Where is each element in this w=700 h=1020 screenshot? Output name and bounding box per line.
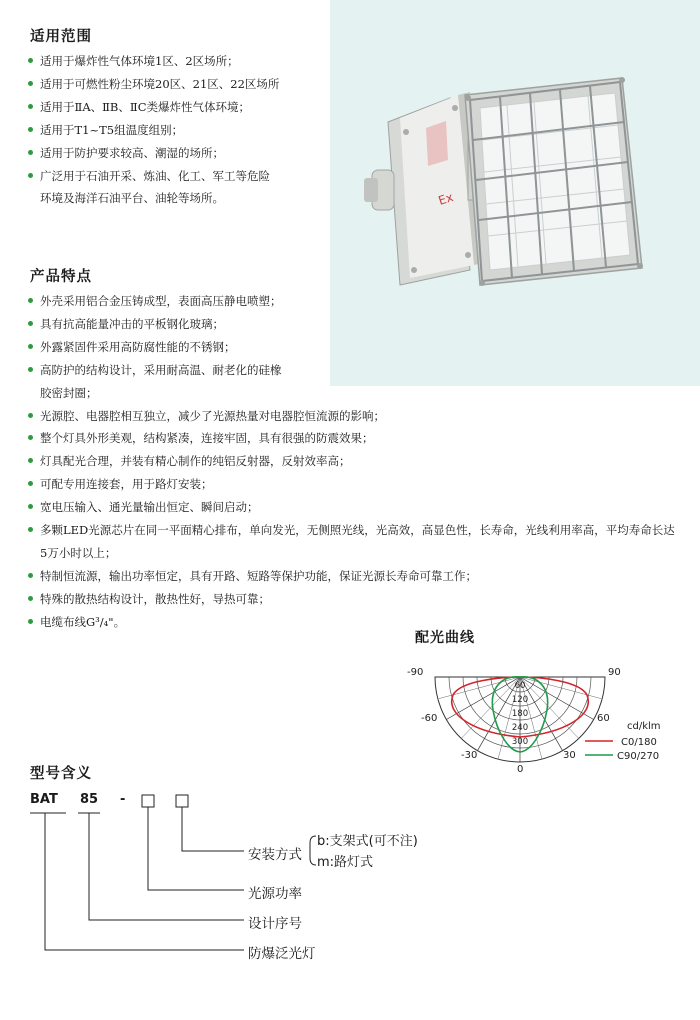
connector-product (45, 813, 244, 950)
radial-label: 300 (511, 737, 529, 747)
features-title: 产品特点 (30, 269, 92, 285)
radial-label: 120 (511, 695, 529, 705)
list-item: 多颗LED光源芯片在同一平面精心排布，单向发光，无侧照光线，光高效，高显色性，长寿命，光线利用率高，平均寿命长达5万小时以上； (28, 519, 680, 565)
model-series: 85 (80, 792, 99, 807)
bullet-icon (28, 367, 33, 372)
angle-label: 0 (517, 764, 524, 775)
bullet-icon (28, 58, 33, 63)
mount-option-street: m:路灯式 (317, 855, 374, 870)
lamp-body (465, 77, 643, 286)
bullet-icon (28, 527, 33, 532)
list-item: 宽电压输入、通光量输出恒定、瞬间启动； (28, 496, 680, 519)
radial-label: 240 (511, 723, 529, 733)
bullet-icon (28, 104, 33, 109)
ex-mark: Ex (436, 189, 455, 208)
bullet-icon (28, 435, 33, 440)
radial-label: 180 (511, 709, 529, 719)
connector-mount (182, 807, 244, 851)
radial-label: 60 (514, 681, 526, 691)
model-tree (0, 785, 700, 1020)
placeholder-box-power (142, 795, 154, 807)
list-item-continuation: 胶密封圈； (40, 385, 98, 400)
list-item: 适用于爆炸性气体环境1区、2区场所； (28, 50, 279, 73)
list-item: 具有抗高能量冲击的平板钢化玻璃； (28, 313, 680, 336)
list-item: 适用于T1~T5组温度组别； (28, 119, 279, 142)
bullet-icon (28, 173, 33, 178)
angle-label: -60 (421, 713, 438, 724)
scope-list (28, 50, 279, 210)
polar-legend (585, 721, 661, 762)
serial-label: 设计序号 (248, 916, 302, 932)
list-item: 外露紧固件采用高防腐性能的不锈钢； (28, 336, 680, 359)
model-title: 型号含义 (30, 766, 92, 782)
product-type-label: 防爆泛光灯 (248, 946, 316, 962)
scope-title: 适用范围 (30, 29, 92, 45)
bullet-icon (28, 413, 33, 418)
list-item: 电缆布线G³/₄"。 (28, 611, 680, 634)
bullet-icon (28, 127, 33, 132)
list-item: 灯具配光合理，并装有精心制作的纯铝反射器，反射效率高； (28, 450, 680, 473)
angle-label: -90 (407, 667, 424, 678)
model-dash: - (120, 792, 126, 807)
bullet-icon (28, 298, 33, 303)
list-item: 广泛用于石油开采、炼油、化工、军工等危险 (28, 165, 279, 188)
connector-serial (89, 813, 244, 920)
legend-unit: cd/klm (627, 721, 661, 732)
angle-label: 60 (597, 713, 610, 724)
bullet-icon (28, 619, 33, 624)
list-item: 光源腔、电器腔相互独立，减少了光源热量对电器腔恒流源的影响； (28, 405, 680, 428)
bullet-icon (28, 481, 33, 486)
list-item: 特殊的散热结构设计，散热性好，导热可靠； (28, 588, 680, 611)
light-distribution-curve (405, 655, 675, 775)
option-brace (310, 836, 316, 865)
mount-option-bracket: b:支架式(可不注) (317, 834, 418, 849)
list-item: 外壳采用铝合金压铸成型，表面高压静电喷塑； (28, 290, 680, 313)
angle-label: 90 (608, 667, 621, 678)
angle-label: -30 (461, 750, 478, 761)
list-item-continuation: 环境及海洋石油平台、油轮等场所。 (40, 191, 224, 206)
bullet-icon (28, 458, 33, 463)
polar-title: 配光曲线 (415, 630, 475, 646)
mount-type-label: 安装方式 (248, 847, 302, 863)
list-item: 适用于可燃性粉尘环境20区、21区、22区场所 (28, 73, 279, 96)
list-item: 适用于防护要求较高、潮湿的场所； (28, 142, 279, 165)
legend-label: C0/180 (621, 737, 657, 748)
bullet-icon (28, 344, 33, 349)
bullet-icon (28, 150, 33, 155)
list-item: 适用于ⅡA、ⅡB、ⅡC类爆炸性气体环境； (28, 96, 279, 119)
legend-label: C90/270 (617, 751, 660, 762)
list-item: 整个灯具外形美观，结构紧凑，连接牢固，具有很强的防震效果； (28, 427, 680, 450)
model-prefix: BAT (30, 792, 58, 807)
connector-power (148, 807, 244, 890)
list-item: 特制恒流源，输出功率恒定，具有开路、短路等保护功能，保证光源长寿命可靠工作； (28, 565, 680, 588)
placeholder-box-mount (176, 795, 188, 807)
angle-label: 30 (563, 750, 576, 761)
bullet-icon (28, 596, 33, 601)
bullet-icon (28, 573, 33, 578)
bullet-icon (28, 321, 33, 326)
list-item: 可配专用连接套，用于路灯安装； (28, 473, 680, 496)
power-label: 光源功率 (248, 886, 302, 902)
bullet-icon (28, 504, 33, 509)
features-list (28, 290, 680, 634)
bullet-icon (28, 81, 33, 86)
list-item: 高防护的结构设计，采用耐高温、耐老化的硅橡 (28, 359, 680, 382)
